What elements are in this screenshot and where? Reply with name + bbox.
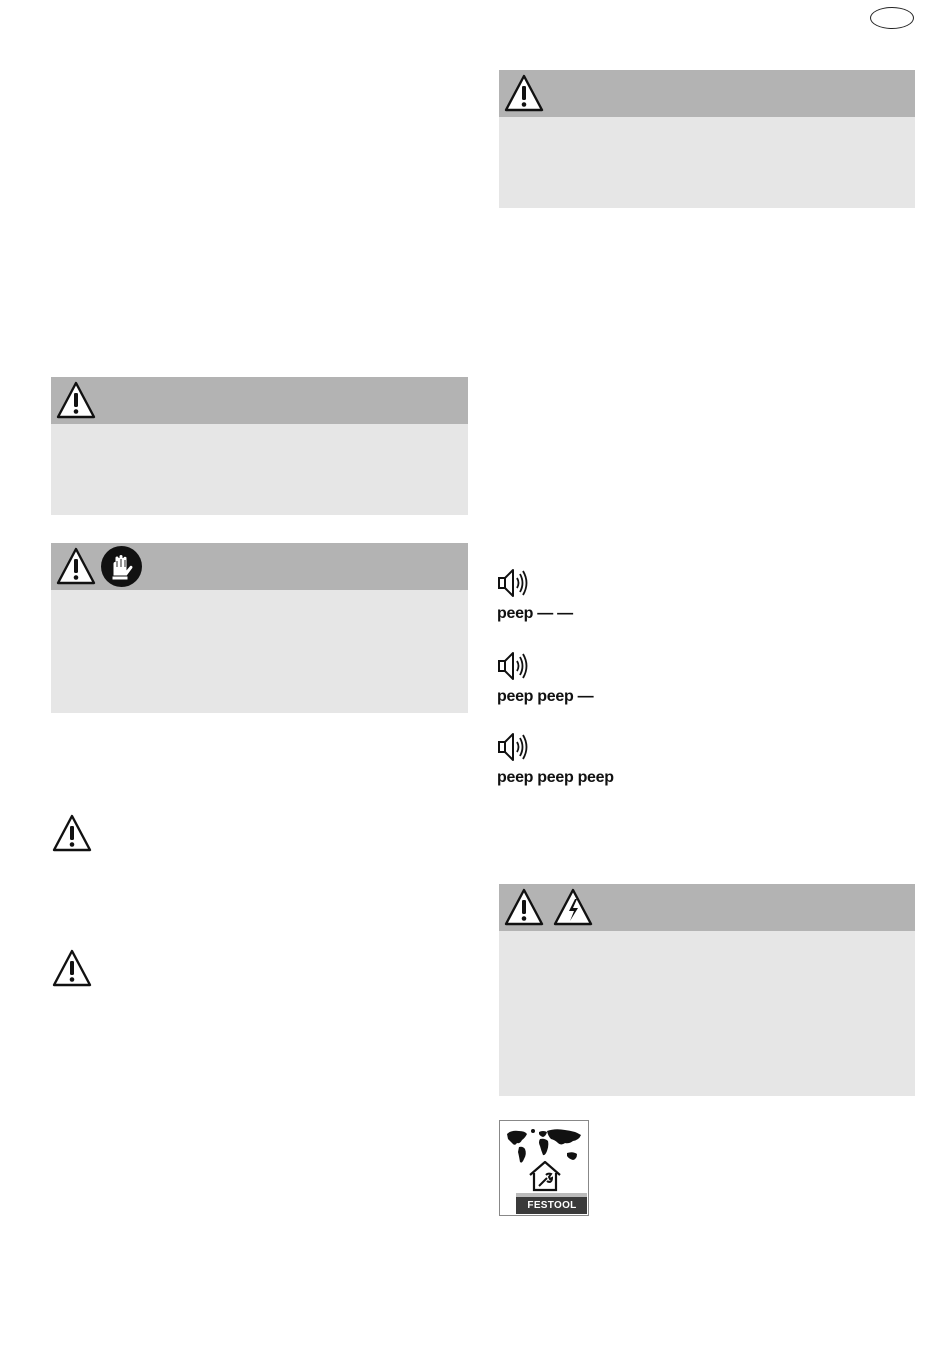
electric-hazard-icon <box>552 887 594 927</box>
warning-box-left-2 <box>51 543 468 713</box>
warning-triangle-icon <box>51 948 93 988</box>
warning-box-header <box>499 70 915 117</box>
service-house-wrench-icon <box>526 1160 564 1192</box>
warning-box-body <box>51 424 468 515</box>
wear-gloves-icon <box>100 545 143 588</box>
warning-box-header <box>51 543 468 590</box>
warning-box-body <box>499 931 915 1096</box>
warning-triangle-icon <box>503 887 545 927</box>
warning-triangle-icon <box>503 73 545 113</box>
warning-box-left-1 <box>51 377 468 515</box>
festool-service-logo <box>499 1120 589 1216</box>
beeper-speaker-icon <box>497 565 533 601</box>
beeper-speaker-icon <box>497 729 533 765</box>
beep-signal-1: peep — — <box>497 605 573 622</box>
warning-triangle-icon <box>55 546 97 586</box>
warning-box-header <box>499 884 915 931</box>
warning-triangle-icon <box>51 813 93 853</box>
warning-box-right-1 <box>499 70 915 208</box>
warning-box-body <box>499 117 915 208</box>
language-badge <box>870 7 914 29</box>
warning-box-body <box>51 590 468 713</box>
warning-box-right-2 <box>499 884 915 1096</box>
warning-box-header <box>51 377 468 424</box>
beep-signal-3: peep peep peep <box>497 769 614 786</box>
beeper-speaker-icon <box>497 648 533 684</box>
brand-name: FESTOOL <box>527 1200 577 1211</box>
warning-triangle-icon <box>55 380 97 420</box>
beep-signal-2: peep peep — <box>497 688 594 705</box>
